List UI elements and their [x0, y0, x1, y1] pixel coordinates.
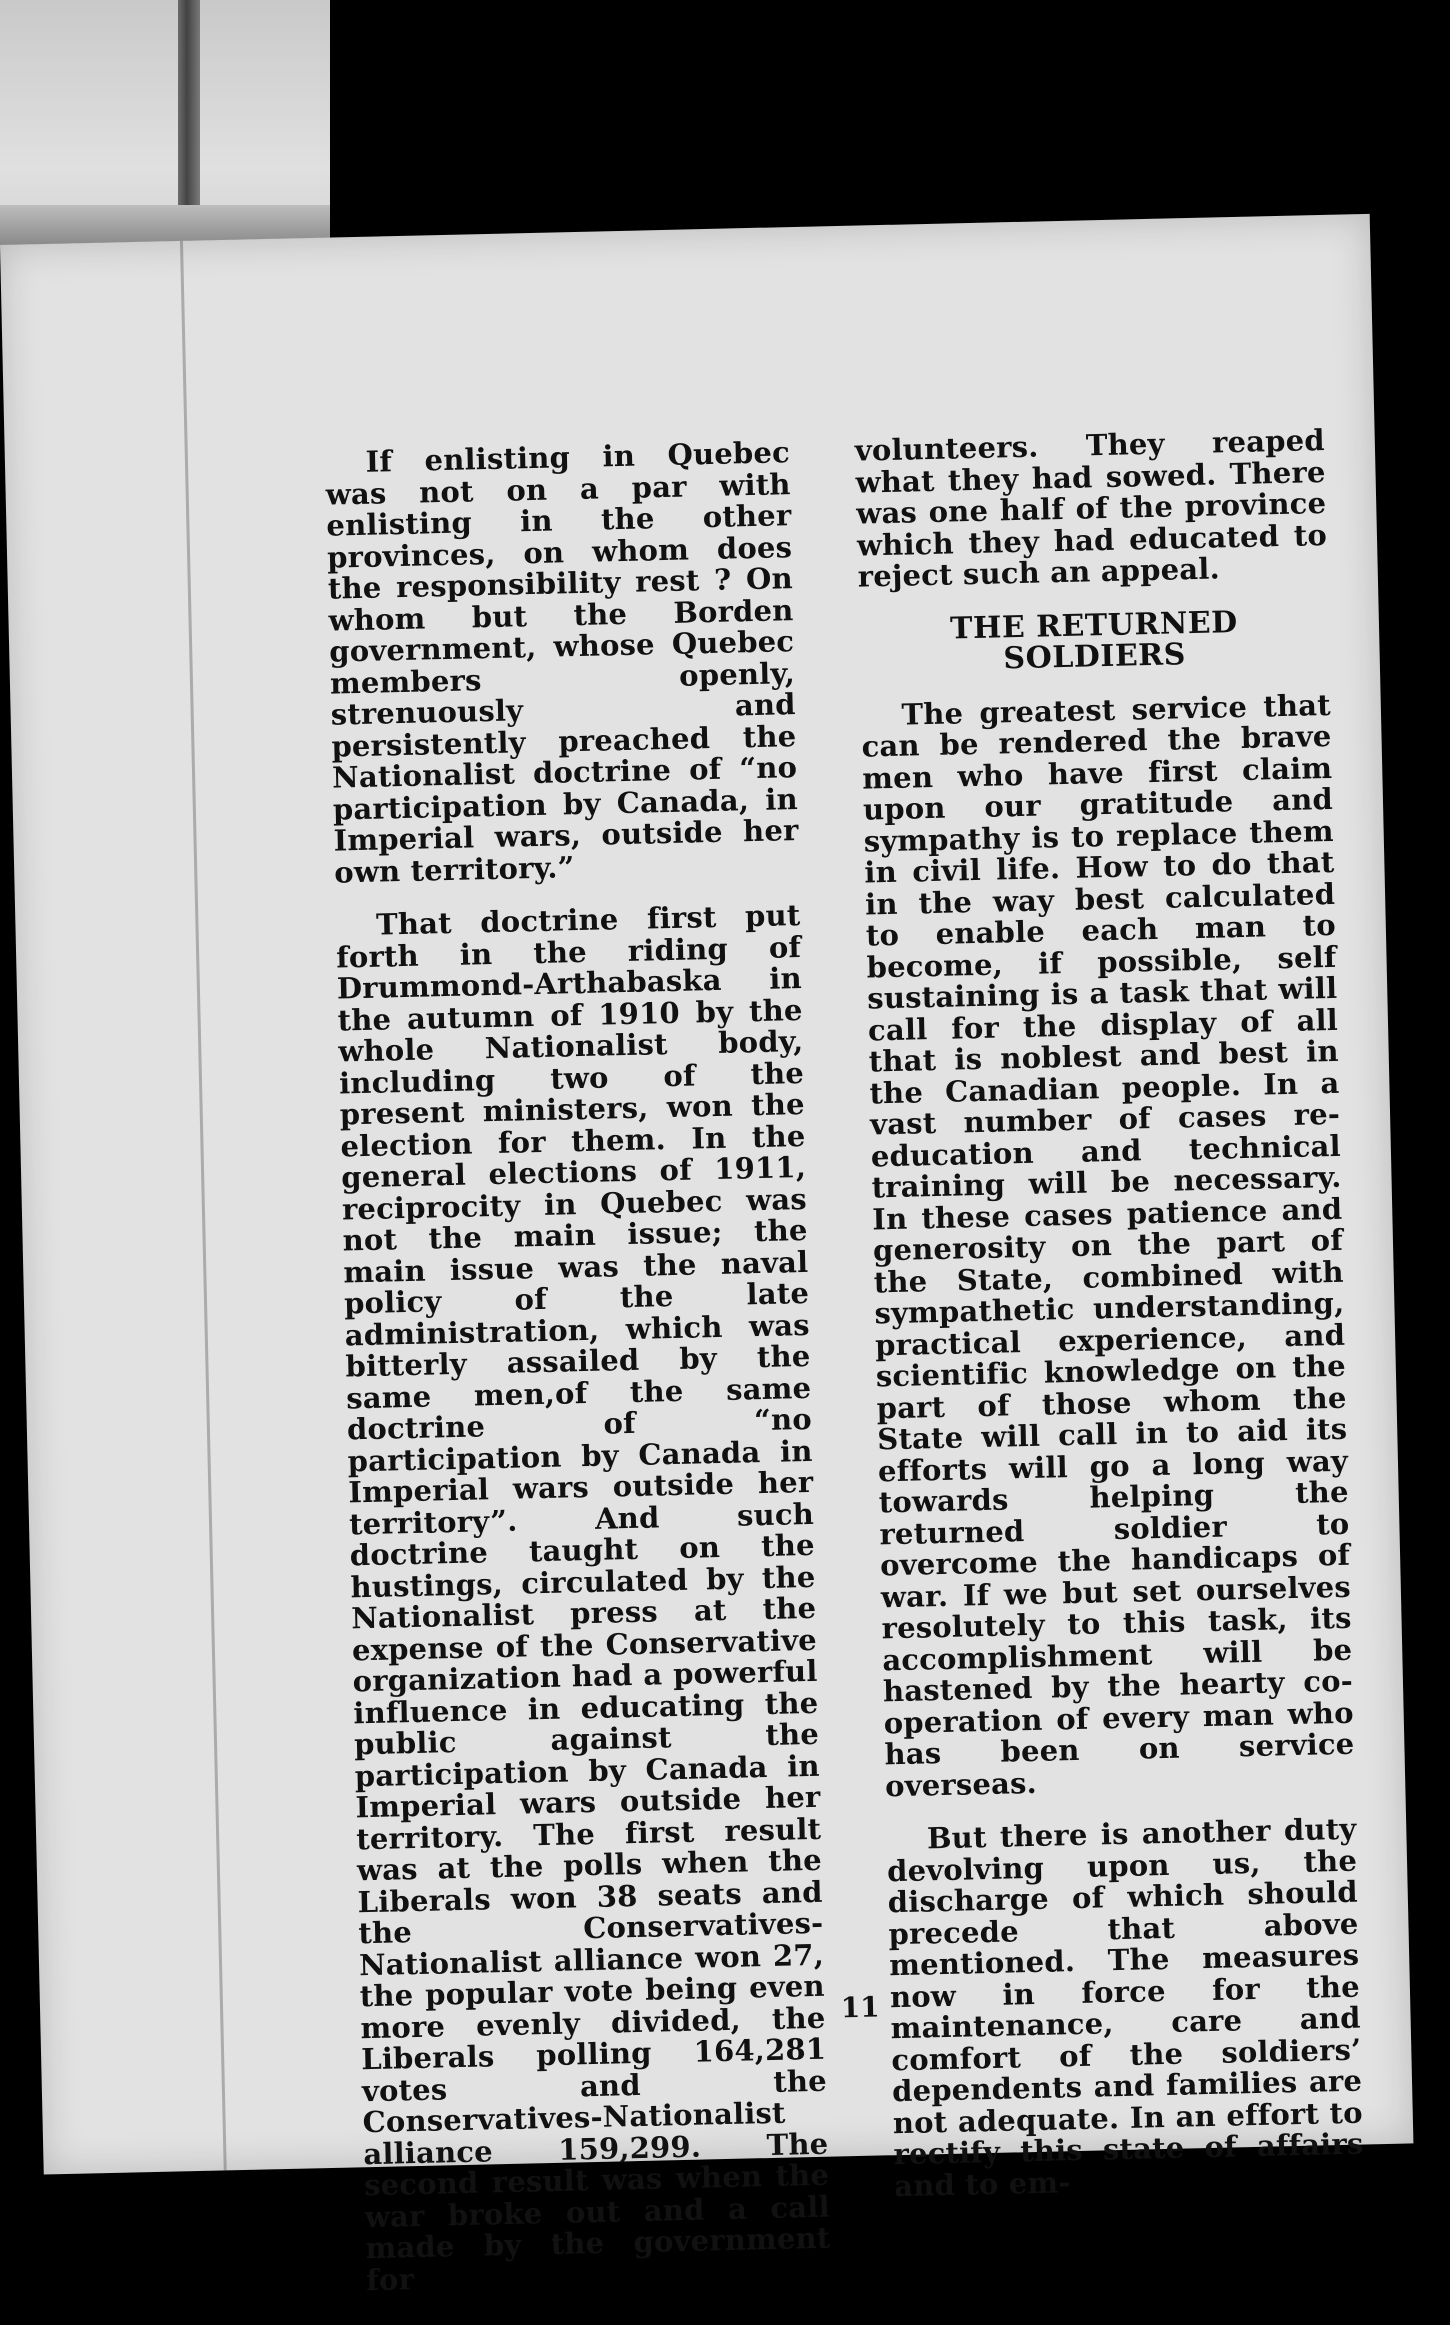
binding-line — [180, 241, 227, 2171]
right-paragraph-1: The greatest service that can be rendered the brave men who have first claim upon our gratitude and sympathy is to replace them in civil life. How to do that in the way best calculated to enable each man to become, if possible, self sustaining is a task that will call for the display of all that is noblest and best in the Canadian people. In a vast number of cases re-education and technical training will be necessary. In these cases patience and generosity on the part of the State, combined with sympathetic understanding, practical experience, and scientific knowledge on the part of those whom the State will call in to aid its efforts will go a long way towards helping the returned soldier to overcome the handicaps of war. If we but set ourselves resolutely to this task, its accomplishment will be hastened by the hearty co-operation of every man who has been on service overseas. — [861, 687, 1355, 1803]
left-column — [325, 437, 832, 2318]
left-paragraph-1: If enlisting in Quebec was not on a par with enlisting in the other provinces, on whom does the responsibility rest ? On whom but the Borden government, whose Quebec members openly, strenuously and persistently preached the Nationalist doctrine of “no participation by Canada, in Imperial wars, outside her own territory.” — [325, 435, 799, 890]
underlying-page-fold — [178, 0, 200, 240]
left-paragraph-2: That doctrine first put forth in the riding of Drummond-Arthabaska in the autumn of 1910 by the whole Nationalist body, including two of the present ministers, won the election for them. In the general elections of 1911, reciprocity in Quebec was not the main issue; the main issue was the naval policy of the late administration, which was bitterly assailed by the same men,of the same doctrine of “no participation by Canada in Imperial wars outside her territory”. And such doctrine taught on the hustings, circulated by the Nationalist press at the expense of the Conservative organization had a powerful influence in educating the public against the participation by Canada in Imperial wars outside her territory. The first result was at the polls when the Liberals won 38 seats and the Conservatives-Nationalist alliance won 27, the popular vote being even more evenly divided, the Liberals polling 164,281 votes and the Conservatives-Nationalist alliance 159,299. The second result was when the war broke out and a call made by the government for — [335, 898, 831, 2297]
document-sheet — [0, 214, 1413, 2297]
page-content — [325, 422, 1364, 2297]
right-lead-paragraph: volunteers. They reaped what they had sowed. There was one half of the province which they had educated to reject such an appeal. — [854, 422, 1328, 594]
right-column — [854, 422, 1365, 2224]
right-paragraph-2: But there is another duty devolving upon us, the discharge of which should precede that above mentioned. The measures now in force for the maintenance, care and comfort of the soldiers’ dependents and families are not adequate. In an effort to rectify this state of affairs and to em- — [886, 1811, 1364, 2203]
page-number: 11 — [840, 1990, 881, 2025]
underlying-page — [0, 0, 330, 240]
section-heading: THE RETURNED SOLDIERS — [949, 604, 1239, 677]
